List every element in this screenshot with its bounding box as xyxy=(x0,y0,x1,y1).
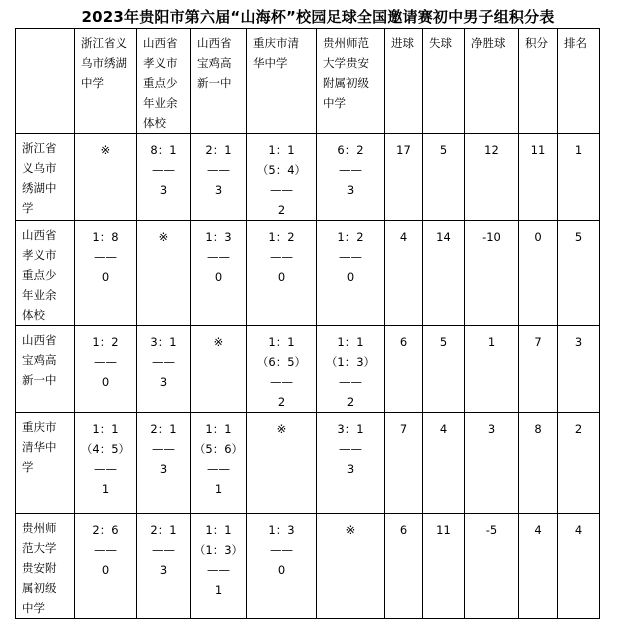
cell-text-line: 年业余 xyxy=(143,96,178,110)
cell-text-line: 属初级 xyxy=(22,581,57,595)
match-result-cell xyxy=(317,326,385,413)
cell-text-line: （1：3） xyxy=(193,543,244,557)
cell-text-line: 3 xyxy=(159,563,168,577)
cell-text-line: 8 xyxy=(534,422,542,436)
cell-text-line: （6：5） xyxy=(256,355,307,369)
table-row xyxy=(16,326,600,413)
cell-text-line: 2 xyxy=(574,422,583,436)
cell-text-line: 0 xyxy=(277,270,286,284)
cell-text-line: 6：2 xyxy=(337,143,364,157)
cell-text-line: 3 xyxy=(159,375,168,389)
cell-text-line: 14 xyxy=(436,230,451,244)
stat-cell xyxy=(465,413,519,514)
match-result-cell xyxy=(75,221,137,326)
stat-cell xyxy=(558,134,600,221)
match-result-cell xyxy=(247,221,317,326)
cell-text-line: 义乌市 xyxy=(22,161,57,175)
cell-text-line: —— xyxy=(152,355,175,369)
match-result-cell xyxy=(137,134,191,221)
stat-cell xyxy=(519,514,558,619)
stat-cell xyxy=(465,514,519,619)
cell-text-line: 12 xyxy=(484,143,499,157)
cell-text-line: -5 xyxy=(485,523,498,537)
stat-cell xyxy=(423,221,465,326)
column-header-stat xyxy=(423,29,465,134)
match-result-cell xyxy=(137,413,191,514)
column-header-stat xyxy=(465,29,519,134)
standings-table xyxy=(15,28,600,619)
cell-text-line: 6 xyxy=(399,523,408,537)
cell-text-line: 宝鸡高 xyxy=(197,56,232,70)
cell-text-line: —— xyxy=(339,163,362,177)
cell-text-line: 年业余 xyxy=(22,288,57,302)
cell-text-line: 山西省 xyxy=(143,36,178,50)
stat-cell xyxy=(519,413,558,514)
cell-text-line: 贵州师范 xyxy=(323,36,369,50)
cell-text-line: 山西省 xyxy=(22,228,57,242)
cell-text-line: 宝鸡高 xyxy=(22,353,57,367)
stat-cell xyxy=(423,134,465,221)
cell-text-line: —— xyxy=(94,462,117,476)
row-header-team xyxy=(16,134,75,221)
match-result-cell xyxy=(317,413,385,514)
cell-text-line: 5 xyxy=(574,230,583,244)
stat-cell xyxy=(385,326,423,413)
cell-text-line: —— xyxy=(207,462,230,476)
cell-text-line: —— xyxy=(207,163,230,177)
cell-text-line: 3：1 xyxy=(150,335,177,349)
match-result-cell xyxy=(317,221,385,326)
column-header-team xyxy=(75,29,137,134)
cell-text-line: 0 xyxy=(346,270,355,284)
match-result-cell xyxy=(75,134,137,221)
cell-text-line: （5：6） xyxy=(193,442,244,456)
cell-text-line: —— xyxy=(270,375,293,389)
match-result-cell xyxy=(191,326,247,413)
cell-text-line: 1 xyxy=(101,482,110,496)
cell-text-line: 1：1 xyxy=(92,422,119,436)
table-title: 2023年贵阳市第六届“山海杯”校园足球全国邀请赛初中男子组积分表 xyxy=(81,8,555,26)
cell-text-line: 1 xyxy=(574,143,583,157)
cell-text-line: 3 xyxy=(574,335,583,349)
cell-text-line: 排名 xyxy=(564,36,587,50)
cell-text-line: 进球 xyxy=(391,36,414,50)
cell-text-line: 2：1 xyxy=(150,523,177,537)
table-row xyxy=(16,514,600,619)
cell-text-line: 5 xyxy=(439,143,448,157)
cell-text-line: 4 xyxy=(534,523,542,537)
cell-text-line: 中学 xyxy=(22,601,45,615)
cell-text-line: 7 xyxy=(399,422,408,436)
cell-text-line: —— xyxy=(94,543,117,557)
cell-text-line: 1 xyxy=(214,482,223,496)
cell-text-line: 失球 xyxy=(429,36,452,50)
cell-text-line: 1：2 xyxy=(268,230,295,244)
cell-text-line: 11 xyxy=(436,523,451,537)
cell-text-line: 1：1 xyxy=(205,422,232,436)
stat-cell xyxy=(558,514,600,619)
match-result-cell xyxy=(191,413,247,514)
cell-text-line: 0 xyxy=(101,375,110,389)
cell-text-line: 积分 xyxy=(525,36,548,50)
cell-text-line: 新一中 xyxy=(197,76,232,90)
cell-text-line: 17 xyxy=(396,143,411,157)
cell-text-line: 华中学 xyxy=(253,56,288,70)
column-header-team xyxy=(191,29,247,134)
cell-text-line: 1：1 xyxy=(268,335,295,349)
stat-cell xyxy=(465,134,519,221)
cell-text-line: 贵州师 xyxy=(22,521,57,535)
cell-text-line: —— xyxy=(152,442,175,456)
cell-text-line: 0 xyxy=(101,563,110,577)
cell-text-line: 3：1 xyxy=(337,422,364,436)
cell-text-line: 孝义市 xyxy=(143,56,178,70)
cell-text-line: 学 xyxy=(22,201,34,215)
cell-text-line: 0 xyxy=(214,270,223,284)
cell-text-line: 中学 xyxy=(323,96,346,110)
cell-text-line: 2：6 xyxy=(92,523,119,537)
cell-text-line: 6 xyxy=(399,335,408,349)
cell-text-line: —— xyxy=(270,543,293,557)
cell-text-line: 新一中 xyxy=(22,373,57,387)
cell-text-line: 3 xyxy=(214,183,223,197)
table-row xyxy=(16,221,600,326)
stat-cell xyxy=(519,221,558,326)
cell-text-line: —— xyxy=(207,563,230,577)
cell-text-line: 绣湖中 xyxy=(22,181,57,195)
cell-text-line: 重点少 xyxy=(143,76,178,90)
match-result-cell xyxy=(191,514,247,619)
cell-text-line: 1：8 xyxy=(92,230,119,244)
cell-text-line: 3 xyxy=(346,183,355,197)
cell-text-line: 3 xyxy=(159,183,168,197)
match-result-cell xyxy=(137,326,191,413)
match-result-cell xyxy=(137,514,191,619)
cell-text-line: 大学贵安 xyxy=(323,56,369,70)
stat-cell xyxy=(385,413,423,514)
cell-text-line: —— xyxy=(270,250,293,264)
stat-cell xyxy=(385,134,423,221)
cell-text-line: 8：1 xyxy=(150,143,177,157)
cell-text-line: 体校 xyxy=(143,116,166,130)
cell-text-line: 1 xyxy=(487,335,496,349)
cell-text-line: 山西省 xyxy=(22,333,57,347)
cell-text-line: （1：3） xyxy=(325,355,376,369)
cell-text-line: 山西省 xyxy=(197,36,232,50)
cell-text-line: ※ xyxy=(276,422,287,436)
cell-text-line: 净胜球 xyxy=(471,36,506,50)
cell-text-line: 2 xyxy=(346,395,355,409)
cell-text-line: -10 xyxy=(482,230,501,244)
cell-text-line: 2：1 xyxy=(205,143,232,157)
cell-text-line: ※ xyxy=(100,143,111,157)
cell-text-line: 3 xyxy=(346,462,355,476)
match-result-cell xyxy=(137,221,191,326)
cell-text-line: —— xyxy=(339,442,362,456)
stat-cell xyxy=(423,326,465,413)
cell-text-line: ※ xyxy=(158,230,169,244)
row-header-team xyxy=(16,413,75,514)
stat-cell xyxy=(423,413,465,514)
cell-text-line: 孝义市 xyxy=(22,248,57,262)
cell-text-line: 0 xyxy=(534,230,542,244)
cell-text-line: 1：2 xyxy=(337,230,364,244)
cell-text-line: 4 xyxy=(439,422,448,436)
cell-text-line: 4 xyxy=(574,523,583,537)
cell-text-line: 4 xyxy=(399,230,408,244)
match-result-cell xyxy=(75,514,137,619)
cell-text-line: 浙江省 xyxy=(22,141,57,155)
cell-text-line: 11 xyxy=(530,143,546,157)
header-row xyxy=(16,29,600,134)
cell-text-line: 1：1 xyxy=(337,335,364,349)
cell-text-line: 重庆市清 xyxy=(253,36,299,50)
cell-text-line: （4：5） xyxy=(80,442,131,456)
cell-text-line: 7 xyxy=(534,335,542,349)
cell-text-line: 体校 xyxy=(22,308,45,322)
stat-cell xyxy=(519,134,558,221)
cell-text-line: 贵安附 xyxy=(22,561,57,575)
stat-cell xyxy=(558,221,600,326)
cell-text-line: 1：3 xyxy=(268,523,295,537)
cell-text-line: 1：1 xyxy=(205,523,232,537)
corner-cell xyxy=(16,29,75,134)
stat-cell xyxy=(558,326,600,413)
match-result-cell xyxy=(191,221,247,326)
table-row xyxy=(16,134,600,221)
column-header-stat xyxy=(385,29,423,134)
cell-text-line: ※ xyxy=(213,335,224,349)
cell-text-line: 范大学 xyxy=(22,541,57,555)
table-row xyxy=(16,413,600,514)
column-header-stat xyxy=(558,29,600,134)
cell-text-line: 2 xyxy=(277,395,286,409)
stat-cell xyxy=(465,221,519,326)
cell-text-line: 0 xyxy=(101,270,110,284)
cell-text-line: —— xyxy=(339,250,362,264)
cell-text-line: —— xyxy=(270,183,293,197)
cell-text-line: 附属初级 xyxy=(323,76,369,90)
cell-text-line: 清华中 xyxy=(22,440,57,454)
cell-text-line: ※ xyxy=(345,523,356,537)
cell-text-line: —— xyxy=(207,250,230,264)
row-header-team xyxy=(16,514,75,619)
match-result-cell xyxy=(247,326,317,413)
match-result-cell xyxy=(247,413,317,514)
row-header-team xyxy=(16,221,75,326)
cell-text-line: —— xyxy=(94,355,117,369)
stat-cell xyxy=(465,326,519,413)
cell-text-line: 0 xyxy=(277,563,286,577)
cell-text-line: 1：1 xyxy=(268,143,295,157)
cell-text-line: （5：4） xyxy=(256,163,307,177)
row-header-team xyxy=(16,326,75,413)
match-result-cell xyxy=(247,514,317,619)
match-result-cell xyxy=(75,326,137,413)
match-result-cell xyxy=(247,134,317,221)
cell-text-line: 2 xyxy=(277,203,286,217)
cell-text-line: —— xyxy=(339,375,362,389)
cell-text-line: 1：3 xyxy=(205,230,232,244)
cell-text-line: 5 xyxy=(439,335,448,349)
cell-text-line: 2：1 xyxy=(150,422,177,436)
cell-text-line: 中学 xyxy=(81,76,104,90)
cell-text-line: 浙江省义 xyxy=(81,36,127,50)
column-header-team xyxy=(247,29,317,134)
cell-text-line: 3 xyxy=(487,422,496,436)
column-header-team xyxy=(137,29,191,134)
cell-text-line: 1 xyxy=(214,583,223,597)
cell-text-line: 1：2 xyxy=(92,335,119,349)
stat-cell xyxy=(385,514,423,619)
match-result-cell xyxy=(191,134,247,221)
column-header-stat xyxy=(519,29,558,134)
cell-text-line: 重庆市 xyxy=(22,420,57,434)
cell-text-line: —— xyxy=(94,250,117,264)
match-result-cell xyxy=(317,134,385,221)
stat-cell xyxy=(558,413,600,514)
stat-cell xyxy=(385,221,423,326)
stat-cell xyxy=(519,326,558,413)
match-result-cell xyxy=(75,413,137,514)
stat-cell xyxy=(423,514,465,619)
cell-text-line: —— xyxy=(152,543,175,557)
cell-text-line: 3 xyxy=(159,462,168,476)
cell-text-line: 乌市绣湖 xyxy=(81,56,127,70)
cell-text-line: —— xyxy=(152,163,175,177)
cell-text-line: 学 xyxy=(22,460,34,474)
cell-text-line: 重点少 xyxy=(22,268,57,282)
column-header-team xyxy=(317,29,385,134)
match-result-cell xyxy=(317,514,385,619)
